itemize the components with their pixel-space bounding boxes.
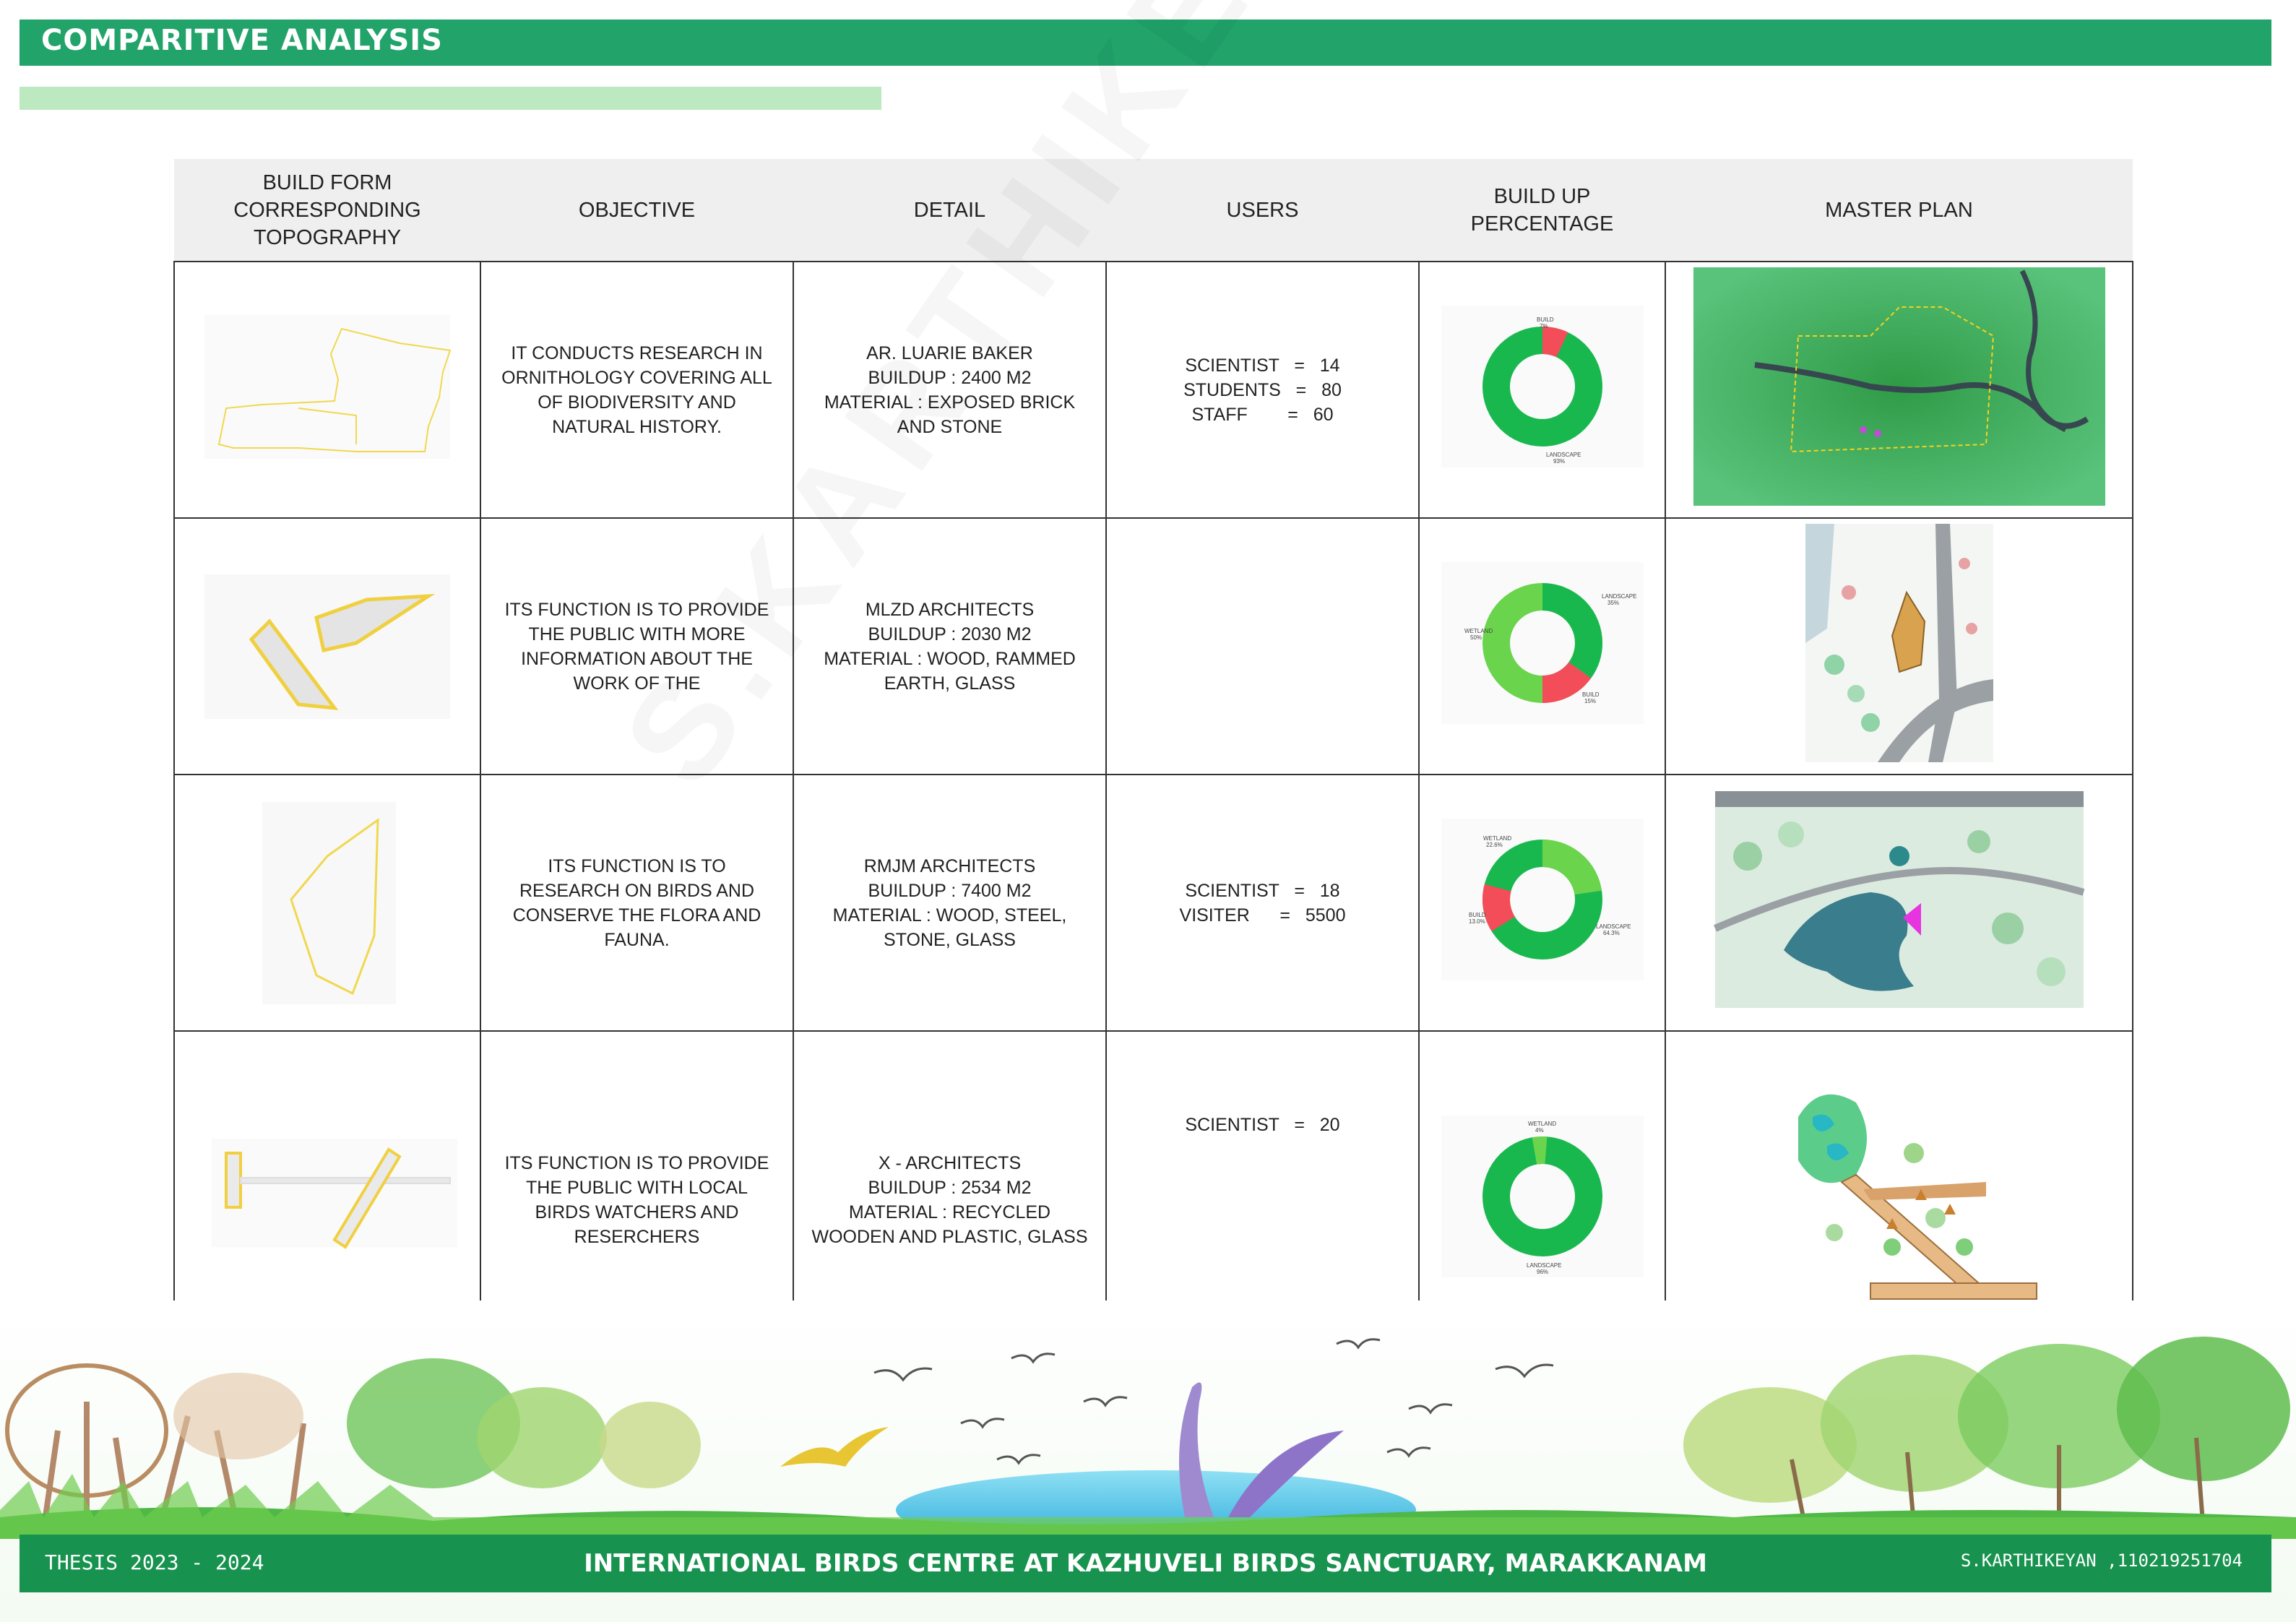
footer-author: S.KARTHIKEYAN ,110219251704 (1960, 1550, 2243, 1571)
donut-label: 35% (1607, 600, 1619, 606)
footer-project-title: INTERNATIONAL BIRDS CENTRE AT KAZHUVELI BIRDS SANCTUARY, MARAKKANAM (584, 1549, 1707, 1578)
architect-name: MLZD ARCHITECTS (865, 599, 1035, 620)
footer-thesis-year: THESIS 2023 - 2024 (45, 1550, 264, 1574)
master-plan-cell (1665, 518, 2133, 775)
table-row (174, 262, 2133, 518)
buildup-area: BUILDUP : 2030 M2 (868, 624, 1032, 644)
col-header-objective: OBJECTIVE (480, 159, 793, 262)
buildup-area: BUILDUP : 7400 M2 (868, 880, 1032, 901)
donut-chart-4 (1434, 1110, 1651, 1283)
table-row (174, 775, 2133, 1031)
material-text: MATERIAL : RECYCLED WOODEN AND PLASTIC, GLASS (811, 1202, 1088, 1247)
objective-cell: IT CONDUCTS RESEARCH IN ORNITHOLOGY COVERING ALL OF BIODIVERSITY AND NATURAL HISTORY. (480, 262, 793, 518)
objective-cell: ITS FUNCTION IS TO PROVIDE THE PUBLIC WITH MORE INFORMATION ABOUT THE WORK OF THE (480, 518, 793, 775)
objective-cell: ITS FUNCTION IS TO PROVIDE THE PUBLIC WITH LOCAL BIRDS WATCHERS AND RESERCHERS (480, 1031, 793, 1368)
table-row (174, 518, 2133, 775)
architect-name: X - ARCHITECTS (878, 1152, 1022, 1173)
donut-label: 4% (1535, 1127, 1544, 1134)
buildup-area: BUILDUP : 2400 M2 (868, 367, 1032, 388)
donut-cell (1419, 262, 1665, 518)
col-header-build-up-percentage: BUILD UP PERCENTAGE (1419, 159, 1665, 262)
material-text: MATERIAL : WOOD, RAMMED EARTH, GLASS (824, 648, 1076, 694)
users-line: SCIENTIST = 20 (1185, 1115, 1340, 1135)
donut-label: BUILD (1468, 912, 1486, 918)
users-cell (1106, 518, 1419, 775)
material-text: MATERIAL : WOOD, STEEL, STONE, GLASS (832, 905, 1067, 950)
master-plan-image-4 (1748, 1074, 2051, 1319)
donut-label: LANDSCAPE (1595, 923, 1631, 930)
donut-label: LANDSCAPE (1601, 593, 1636, 600)
donut-cell (1419, 775, 1665, 1031)
build-form-outline-3 (190, 791, 465, 1008)
master-plan-cell (1665, 262, 2133, 518)
build-form-outline-4 (190, 1110, 465, 1283)
build-form-outline-2 (190, 556, 465, 730)
donut-label: 22.6% (1485, 842, 1503, 848)
objective-cell: ITS FUNCTION IS TO RESEARCH ON BIRDS AND CONSERVE THE FLORA AND FAUNA. (480, 775, 793, 1031)
donut-label: BUILD (1536, 316, 1554, 323)
footer-bar (20, 1535, 2271, 1592)
users-cell (1106, 262, 1419, 518)
donut-label: 13.0% (1468, 918, 1485, 925)
donut-label: 50% (1469, 634, 1482, 641)
col-header-detail: DETAIL (793, 159, 1106, 262)
donut-chart-3 (1434, 813, 1651, 986)
users-line: STAFF = 60 (1191, 404, 1334, 425)
col-header-master-plan: MASTER PLAN (1665, 159, 2133, 262)
users-line: VISITER = 5500 (1179, 905, 1346, 926)
donut-label: LANDSCAPE (1545, 452, 1581, 458)
donut-label: 15% (1584, 698, 1596, 704)
donut-label: WETLAND (1483, 835, 1511, 842)
donut-cell (1419, 518, 1665, 775)
col-header-users: USERS (1106, 159, 1419, 262)
build-form-outline-1 (190, 300, 465, 473)
donut-chart-1 (1434, 300, 1651, 473)
donut-chart-2 (1434, 556, 1651, 730)
build-form-cell (174, 518, 480, 775)
donut-label: 64.3% (1602, 930, 1620, 936)
page-title: COMPARITIVE ANALYSIS (41, 24, 443, 57)
build-form-cell (174, 775, 480, 1031)
donut-label: BUILD (1581, 691, 1600, 698)
users-line: SCIENTIST = 14 (1185, 355, 1340, 376)
comparison-table (173, 159, 2133, 1369)
architect-name: RMJM ARCHITECTS (863, 855, 1036, 876)
build-form-cell (174, 262, 480, 518)
sub-title-bar (20, 87, 881, 110)
users-cell (1106, 775, 1419, 1031)
donut-label: 96% (1536, 1269, 1548, 1275)
master-plan-image-3 (1704, 784, 2094, 1015)
donut-label: WETLAND (1527, 1121, 1556, 1127)
donut-label: LANDSCAPE (1526, 1262, 1561, 1269)
donut-label: 7% (1539, 323, 1548, 329)
donut-label: WETLAND (1464, 628, 1493, 634)
donut-label: 93% (1553, 458, 1565, 465)
users-line: STUDENTS = 80 (1183, 379, 1342, 400)
master-plan-image-2 (1791, 520, 2008, 766)
architect-name: AR. LUARIE BAKER (866, 342, 1033, 363)
master-plan-cell (1665, 775, 2133, 1031)
col-header-build-form: BUILD FORM CORRESPONDING TOPOGRAPHY (174, 159, 480, 262)
users-line: SCIENTIST = 18 (1185, 880, 1340, 901)
detail-cell (793, 775, 1106, 1031)
master-plan-image-1 (1683, 264, 2116, 509)
material-text: MATERIAL : EXPOSED BRICK AND STONE (824, 392, 1076, 437)
buildup-area: BUILDUP : 2534 M2 (868, 1177, 1032, 1198)
